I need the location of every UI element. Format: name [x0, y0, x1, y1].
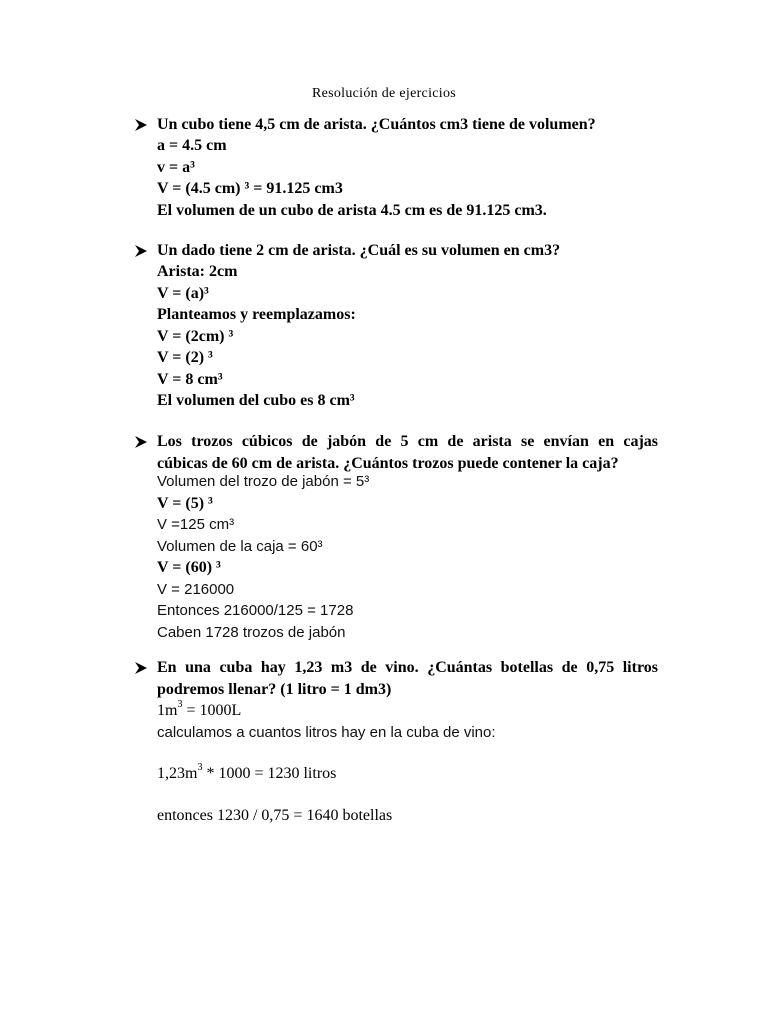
solution-text: 1m [157, 702, 178, 719]
solution-line: calculamos a cuantos litros hay en la cuba de vino: [157, 723, 496, 741]
question-line: Un cubo tiene 4,5 cm de arista. ¿Cuántos cm3 tiene de volumen? [157, 116, 596, 133]
question-line: En una cuba hay 1,23 m3 de vino. ¿Cuántas botellas de 0,75 litros [157, 659, 658, 676]
solution-line: a = 4.5 cm [157, 137, 227, 154]
exercise-question [157, 657, 658, 701]
solution-text: 1,23m [157, 765, 198, 782]
solution-line: V = (5) ³ [157, 494, 213, 512]
solution-line: entonces 1230 / 0,75 = 1640 botellas [157, 806, 393, 824]
solution-line: Arista: 2cm [157, 263, 238, 280]
solution-line: V = 8 cm³ [157, 370, 223, 388]
solution-line: Entonces 216000/125 = 1728 [157, 602, 354, 619]
solution-line: V = (4.5 cm) ³ = 91.125 cm3 [157, 180, 343, 197]
exercise-question [157, 114, 658, 136]
spacer [157, 743, 677, 763]
solution-line: v = a³ [157, 158, 195, 176]
exercise-solution [157, 471, 677, 643]
arrow-bullet-icon [134, 435, 150, 451]
document-title: Resolución de ejercicios [311, 86, 457, 101]
solution-text: * 1000 = 1230 litros [202, 765, 337, 782]
exercise-question [157, 240, 658, 262]
exercise-solution [157, 261, 677, 412]
superscript: 3 [197, 761, 203, 773]
arrow-bullet-icon [134, 661, 150, 677]
exercise-solution [157, 700, 677, 826]
solution-line: V = 216000 [157, 580, 235, 598]
arrow-bullet-icon [134, 244, 150, 260]
solution-text: = 1000L [182, 702, 242, 719]
arrow-bullet-icon [134, 118, 150, 134]
solution-line: V = (a)³ [157, 284, 209, 302]
solution-line: V = (2cm) ³ [157, 327, 234, 345]
spacer [157, 785, 677, 805]
superscript: 3 [177, 698, 183, 710]
exercise-solution [157, 135, 677, 221]
solution-line: Volumen del trozo de jabón = 5³ [157, 473, 370, 490]
exercise-question [157, 431, 658, 475]
solution-line: Volumen de la caja = 60³ [157, 537, 323, 555]
question-line: Los trozos cúbicos de jabón de 5 cm de arista se envían en cajas [157, 433, 658, 450]
solution-line: El volumen de un cubo de arista 4.5 cm es de 91.125 cm3. [157, 201, 547, 219]
solution-line: El volumen del cubo es 8 cm³ [157, 392, 355, 409]
solution-line [157, 763, 677, 785]
question-line: cúbicas de 60 cm de arista. ¿Cuántos trozos puede contener la caja? [157, 455, 619, 472]
question-line: podremos llenar? (1 litro = 1 dm3) [157, 681, 392, 698]
solution-line [157, 700, 677, 722]
solution-line: V = (60) ³ [157, 559, 221, 576]
solution-line: Caben 1728 trozos de jabón [157, 623, 346, 641]
solution-line: Planteamos y reemplazamos: [157, 306, 356, 323]
solution-line: V =125 cm³ [157, 516, 235, 533]
question-line: Un dado tiene 2 cm de arista. ¿Cuál es su volumen en cm3? [157, 242, 561, 259]
solution-line: V = (2) ³ [157, 349, 213, 366]
